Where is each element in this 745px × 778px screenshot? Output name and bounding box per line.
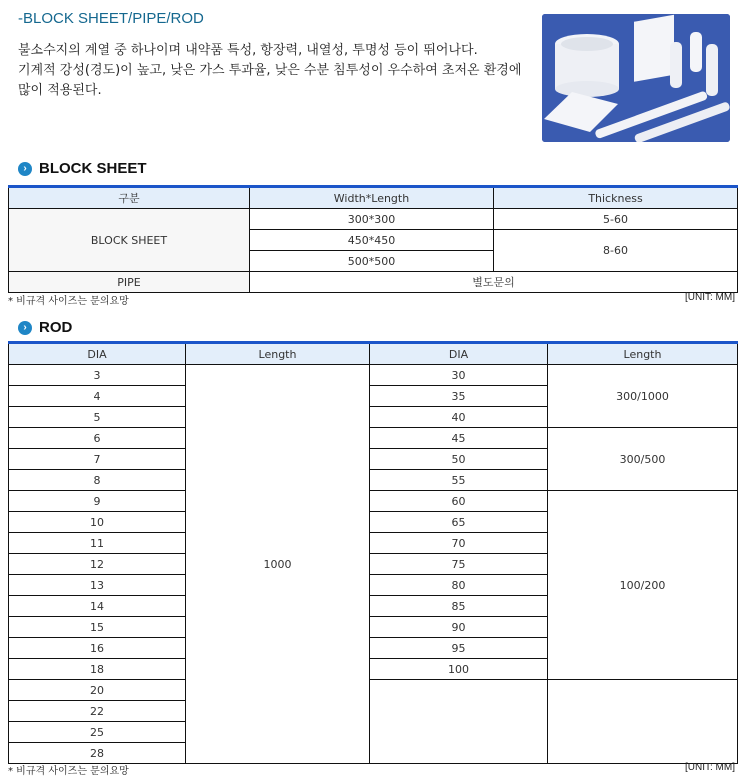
column-header: DIA <box>9 343 186 365</box>
description-line: 많이 적용된다. <box>18 83 102 98</box>
description-line: 기계적 강성(경도)이 높고, 낮은 가스 투과율, 낮은 수분 침투성이 우수하여 초저온 환경에 <box>18 63 522 78</box>
dia-cell: 40 <box>370 407 548 428</box>
dia-cell: 18 <box>9 659 186 680</box>
dia-cell: 75 <box>370 554 548 575</box>
dia-cell: 28 <box>9 743 186 764</box>
dia-cell: 7 <box>9 449 186 470</box>
dia-cell: 3 <box>9 365 186 386</box>
description-line: 불소수지의 계열 중 하나이며 내약품 특성, 항장력, 내열성, 투명성 등이 뛰어나다. <box>18 43 478 58</box>
block-sheet-table <box>8 185 738 293</box>
rod-heading <box>18 319 72 336</box>
chevron-right-circle-icon: › <box>18 321 32 335</box>
dia-cell: 5 <box>9 407 186 428</box>
rod-note: * 비규격 사이즈는 문의요망 <box>8 766 129 777</box>
table-row <box>9 680 738 701</box>
size-cell: 450*450 <box>250 230 494 251</box>
block-sheet-label: BLOCK SHEET <box>9 209 250 272</box>
thickness-cell: 8-60 <box>494 230 738 272</box>
ptfe-products-image <box>542 14 730 142</box>
rod-table <box>8 341 738 764</box>
size-cell: 300*300 <box>250 209 494 230</box>
column-header: Thickness <box>494 187 738 209</box>
length-cell: 100/200 <box>548 491 738 680</box>
dia-cell: 9 <box>9 491 186 512</box>
page-title: -BLOCK SHEET/PIPE/ROD <box>18 10 204 27</box>
rod-heading-text: ROD <box>39 319 73 336</box>
empty-cell <box>370 680 548 764</box>
dia-cell: 60 <box>370 491 548 512</box>
dia-cell: 70 <box>370 533 548 554</box>
length-cell: 300/500 <box>548 428 738 491</box>
dia-cell: 15 <box>9 617 186 638</box>
length-cell: 1000 <box>186 365 370 764</box>
dia-cell: 11 <box>9 533 186 554</box>
dia-cell: 10 <box>9 512 186 533</box>
dia-cell: 14 <box>9 596 186 617</box>
dia-cell: 12 <box>9 554 186 575</box>
dia-cell: 4 <box>9 386 186 407</box>
dia-cell: 30 <box>370 365 548 386</box>
table-row <box>9 209 738 230</box>
dia-cell: 13 <box>9 575 186 596</box>
column-header: Length <box>186 343 370 365</box>
dia-cell: 90 <box>370 617 548 638</box>
size-cell: 500*500 <box>250 251 494 272</box>
chevron-right-circle-icon: › <box>18 162 32 176</box>
dia-cell: 8 <box>9 470 186 491</box>
table-row <box>9 491 738 512</box>
dia-cell: 22 <box>9 701 186 722</box>
pipe-value: 별도문의 <box>250 272 738 293</box>
dia-cell: 16 <box>9 638 186 659</box>
length-cell: 300/1000 <box>548 365 738 428</box>
dia-cell: 80 <box>370 575 548 596</box>
dia-cell: 65 <box>370 512 548 533</box>
description <box>18 41 528 101</box>
block-sheet-heading <box>18 160 147 177</box>
rod-unit: [UNIT: MM] <box>685 762 735 773</box>
dia-cell: 6 <box>9 428 186 449</box>
dia-cell: 25 <box>9 722 186 743</box>
block-sheet-heading-text: BLOCK SHEET <box>39 160 147 177</box>
thickness-cell: 5-60 <box>494 209 738 230</box>
table-row <box>9 272 738 293</box>
dia-cell: 50 <box>370 449 548 470</box>
dia-cell: 95 <box>370 638 548 659</box>
dia-cell: 35 <box>370 386 548 407</box>
empty-cell <box>548 680 738 764</box>
column-header: Length <box>548 343 738 365</box>
pipe-label: PIPE <box>9 272 250 293</box>
dia-cell: 100 <box>370 659 548 680</box>
dia-cell: 85 <box>370 596 548 617</box>
column-header: Width*Length <box>250 187 494 209</box>
dia-cell: 55 <box>370 470 548 491</box>
dia-cell: 20 <box>9 680 186 701</box>
column-header: DIA <box>370 343 548 365</box>
product-photo <box>542 14 730 142</box>
table-row <box>9 365 738 386</box>
table-row <box>9 428 738 449</box>
dia-cell: 45 <box>370 428 548 449</box>
column-header: 구분 <box>9 187 250 209</box>
block-note: * 비규격 사이즈는 문의요망 <box>8 296 129 307</box>
block-unit: [UNIT: MM] <box>685 292 735 303</box>
